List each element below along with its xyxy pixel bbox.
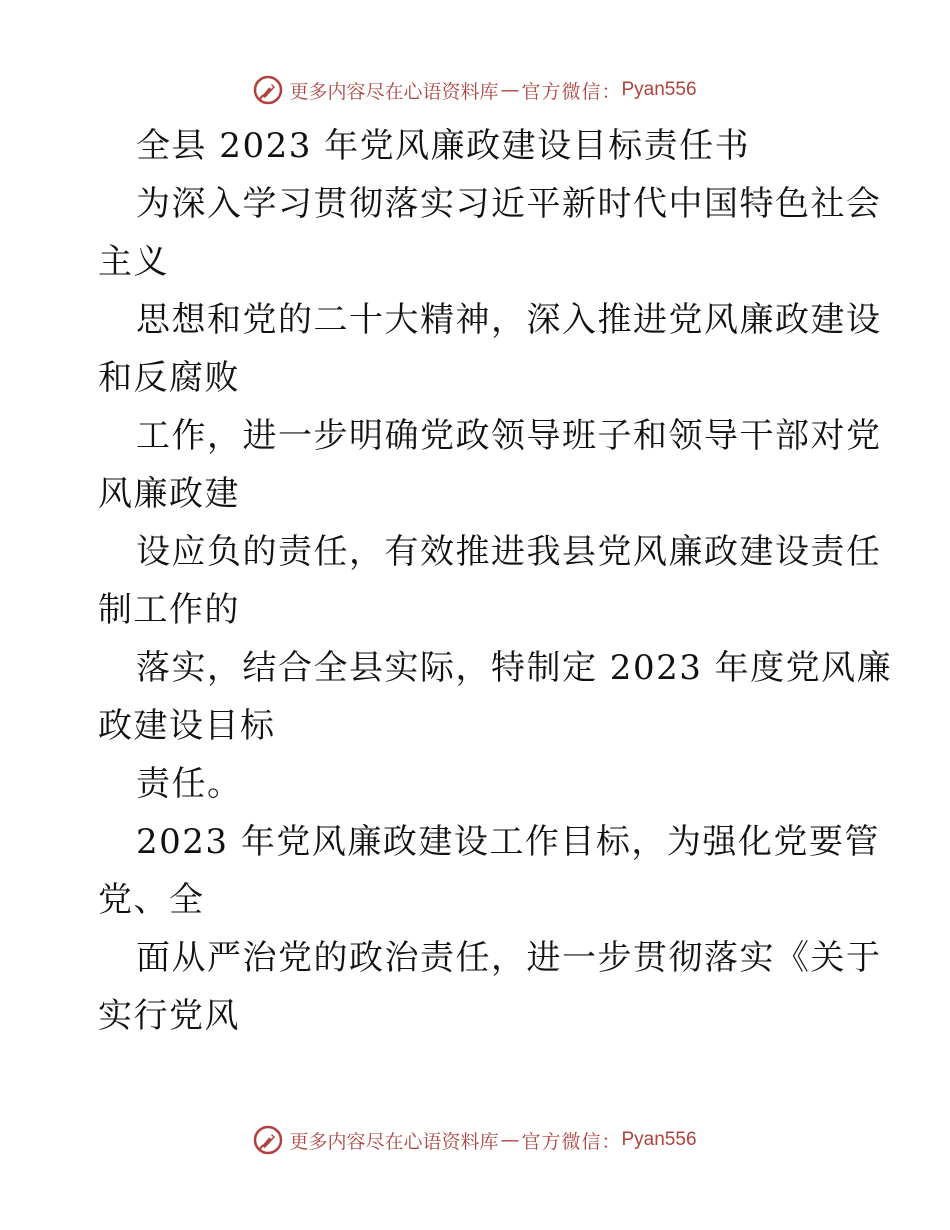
footer-banner-separator: — xyxy=(500,1129,520,1151)
document-line: 制工作的 xyxy=(98,590,240,630)
document-line: 责任。 xyxy=(136,764,243,804)
document-line: 实行党风 xyxy=(98,996,240,1036)
document-line: 党、全 xyxy=(98,880,205,920)
header-banner-text: 更多内容尽在心语资料库 xyxy=(289,80,499,103)
footer-banner-text: 更多内容尽在心语资料库 xyxy=(289,1130,499,1153)
document-line: 为深入学习贯彻落实习近平新时代中国特色社会 xyxy=(136,184,882,224)
document-line: 面从严治党的政治责任，进一步贯彻落实《关于 xyxy=(136,938,882,978)
document-title: 全县 2023 年党风廉政建设目标责任书 xyxy=(136,126,751,166)
header-banner-wechat-label: 官方微信： xyxy=(521,80,622,103)
document-line: 思想和党的二十大精神，深入推进党风廉政建设 xyxy=(136,300,882,340)
document-line: 政建设目标 xyxy=(98,706,276,746)
pen-nib-logo-icon xyxy=(253,1125,283,1155)
document-line: 2023 年党风廉政建设工作目标，为强化党要管 xyxy=(136,822,880,862)
document-line: 和反腐败 xyxy=(98,358,240,398)
footer-banner xyxy=(0,1122,950,1158)
document-body xyxy=(0,117,950,1045)
footer-banner-wechat-label: 官方微信： xyxy=(521,1130,622,1153)
header-banner-account: Pyan556 xyxy=(621,79,697,100)
header-banner xyxy=(0,72,950,108)
pen-nib-logo-icon xyxy=(253,75,283,105)
document-line: 工作，进一步明确党政领导班子和领导干部对党 xyxy=(136,416,882,456)
document-line: 主义 xyxy=(98,242,169,282)
header-banner-separator: — xyxy=(500,79,520,101)
document-line: 风廉政建 xyxy=(98,474,240,514)
footer-banner-account: Pyan556 xyxy=(621,1129,697,1150)
document-line: 落实，结合全县实际，特制定 2023 年度党风廉 xyxy=(136,648,893,688)
document-line: 设应负的责任，有效推进我县党风廉政建设责任 xyxy=(136,532,882,572)
